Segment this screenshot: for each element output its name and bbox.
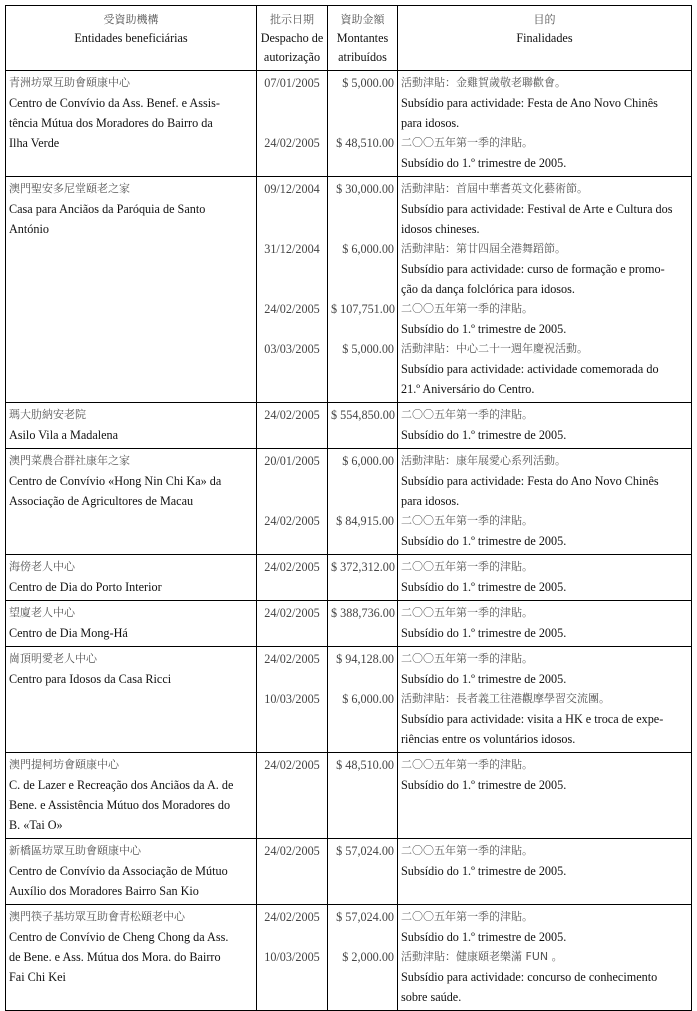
amount-value: $ 372,312.00: [331, 560, 395, 574]
purpose-entry: [401, 451, 691, 511]
header-label-pt: Entidades beneficiárias: [74, 31, 188, 45]
date-entry: [257, 907, 327, 947]
purpose-text: 二〇〇五年第一季的津貼。: [401, 136, 533, 149]
amount-entry: [331, 841, 394, 881]
entity-name-pt: Associação de Agricultores de Macau: [9, 494, 194, 508]
amount-entry: [331, 133, 394, 173]
entity-name-pt: Centro de Dia Mong-Há: [9, 626, 128, 640]
authorization-date: 24/02/2005: [264, 136, 320, 150]
purpose-cell: [398, 839, 691, 904]
header-label-zh: 資助金額: [340, 13, 385, 26]
entity-cell: [6, 905, 257, 1010]
header-entities: [6, 6, 257, 70]
table-row: [6, 601, 691, 647]
purpose-text: 活動津貼：健康頤老樂滿 FUN 。: [401, 950, 563, 963]
date-entry: [257, 179, 327, 239]
authorization-date: 24/02/2005: [264, 560, 320, 574]
purpose-text: 二〇〇五年第一季的津貼。: [401, 652, 533, 665]
entity-name-pt: Fai Chi Kei: [9, 970, 66, 984]
date-entry: [257, 841, 327, 881]
date-entry: [257, 511, 327, 551]
amount-value: $ 5,000.00: [342, 342, 394, 356]
entity-name-pt: Centro de Dia do Porto Interior: [9, 580, 162, 594]
entity-name-pt: Centro de Convívio de Cheng Chong da Ass.: [9, 930, 229, 944]
amount-cell: [328, 601, 398, 646]
entity-name-pt: Centro de Convívio da Ass. Benef. e Assis-: [9, 96, 220, 110]
authorization-date: 24/02/2005: [264, 408, 320, 422]
entity-name-zh: 澳門聖安多尼堂頤老之家: [9, 182, 130, 195]
authorization-date: 10/03/2005: [264, 950, 320, 964]
amount-value: $ 6,000.00: [342, 454, 394, 468]
purpose-text: 二〇〇五年第一季的津貼。: [401, 910, 533, 923]
date-entry: [257, 239, 327, 299]
purpose-entry: [401, 511, 691, 551]
amount-cell: [328, 555, 398, 600]
date-cell: [257, 449, 328, 554]
purpose-text: para idosos.: [401, 116, 460, 130]
date-entry: [257, 405, 327, 445]
purpose-entry: [401, 133, 691, 173]
table-row: [6, 753, 691, 839]
header-purpose: [398, 6, 691, 70]
authorization-date: 24/02/2005: [264, 844, 320, 858]
date-cell: [257, 753, 328, 838]
purpose-entry: [401, 947, 691, 1007]
authorization-date: 24/02/2005: [264, 910, 320, 924]
purpose-text: Subsídio do 1.º trimestre de 2005.: [401, 580, 567, 594]
amount-entry: [331, 755, 394, 795]
table-row: [6, 449, 691, 555]
purpose-text: 二〇〇五年第一季的津貼。: [401, 408, 533, 421]
authorization-date: 03/03/2005: [264, 342, 320, 356]
purpose-text: 二〇〇五年第一季的津貼。: [401, 514, 533, 527]
header-label-pt: Finalidades: [516, 31, 573, 45]
authorization-date: 24/02/2005: [264, 652, 320, 666]
date-cell: [257, 839, 328, 904]
purpose-text: Subsídio para actividade: Festa de Ano Novo Chinês: [401, 96, 658, 110]
date-entry: [257, 133, 327, 173]
header-date: [257, 6, 328, 70]
amount-cell: [328, 403, 398, 448]
purpose-cell: [398, 647, 691, 752]
amount-value: $ 554,850.00: [331, 408, 395, 422]
purpose-text: Subsídio do 1.º trimestre de 2005.: [401, 534, 567, 548]
amount-value: $ 6,000.00: [342, 242, 394, 256]
authorization-date: 20/01/2005: [264, 454, 320, 468]
amount-cell: [328, 449, 398, 554]
purpose-cell: [398, 403, 691, 448]
amount-value: $ 2,000.00: [342, 950, 394, 964]
header-label-pt: autorização: [263, 50, 321, 64]
amount-value: $ 57,024.00: [336, 910, 394, 924]
entity-cell: [6, 555, 257, 600]
table-row: [6, 905, 691, 1011]
date-cell: [257, 905, 328, 1010]
purpose-text: 二〇〇五年第一季的津貼。: [401, 758, 533, 771]
entity-cell: [6, 177, 257, 402]
entity-name-zh: 澳門菜農合群社康年之家: [9, 454, 130, 467]
table-row: [6, 71, 691, 177]
amount-cell: [328, 905, 398, 1010]
entity-name-pt: Auxílio dos Moradores Bairro San Kio: [9, 884, 199, 898]
amount-value: $ 6,000.00: [342, 692, 394, 706]
date-cell: [257, 403, 328, 448]
purpose-text: 21.º Aniversário do Centro.: [401, 382, 535, 396]
purpose-text: Subsídio do 1.º trimestre de 2005.: [401, 930, 567, 944]
amount-entry: [331, 239, 394, 299]
amount-cell: [328, 647, 398, 752]
purpose-text: 活動津貼：中心二十一週年慶祝活動。: [401, 342, 588, 355]
entity-cell: [6, 647, 257, 752]
purpose-text: Subsídio para actividade: Festival de Arte e Cultura dos: [401, 202, 673, 216]
date-cell: [257, 71, 328, 176]
purpose-cell: [398, 449, 691, 554]
amount-entry: [331, 451, 394, 511]
purpose-text: Subsídio do 1.º trimestre de 2005.: [401, 864, 567, 878]
header-label-pt: atribuídos: [338, 50, 387, 64]
entity-name-pt: de Bene. e Ass. Mútua dos Mora. do Bairro: [9, 950, 221, 964]
purpose-text: Subsídio do 1.º trimestre de 2005.: [401, 156, 567, 170]
purpose-cell: [398, 71, 691, 176]
purpose-entry: [401, 841, 691, 881]
purpose-text: 二〇〇五年第一季的津貼。: [401, 560, 533, 573]
date-entry: [257, 649, 327, 689]
entity-name-zh: 望廈老人中心: [9, 606, 75, 619]
table-row: [6, 403, 691, 449]
entity-name-zh: 崗頂明愛老人中心: [9, 652, 97, 665]
entity-cell: [6, 449, 257, 554]
purpose-text: Subsídio para actividade: Festa do Ano Novo Chinês: [401, 474, 659, 488]
purpose-text: idosos chineses.: [401, 222, 480, 236]
purpose-text: 二〇〇五年第一季的津貼。: [401, 606, 533, 619]
purpose-text: Subsídio do 1.º trimestre de 2005.: [401, 672, 567, 686]
date-entry: [257, 755, 327, 795]
date-entry: [257, 73, 327, 133]
purpose-text: 活動津貼：長者義工往港觀摩學習交流團。: [401, 692, 610, 705]
date-cell: [257, 177, 328, 402]
purpose-cell: [398, 753, 691, 838]
entity-name-pt: tência Mútua dos Moradores do Bairro da: [9, 116, 213, 130]
purpose-text: 活動津貼：首屆中華耆英文化藝術節。: [401, 182, 588, 195]
table-header: [6, 6, 691, 71]
entity-name-pt: Bene. e Assistência Mútuo dos Moradores do: [9, 798, 231, 812]
entity-cell: [6, 601, 257, 646]
header-label-zh: 受資助機構: [103, 13, 159, 26]
amount-value: $ 107,751.00: [331, 302, 395, 316]
date-entry: [257, 689, 327, 749]
purpose-entry: [401, 405, 691, 445]
amount-value: $ 5,000.00: [342, 76, 394, 90]
entity-name-pt: Casa para Anciãos da Paróquia de Santo: [9, 202, 206, 216]
entity-name-pt: Centro de Convívio da Associação de Mútuo: [9, 864, 228, 878]
entity-name-zh: 新橋區坊眾互助會頤康中心: [9, 844, 141, 857]
purpose-cell: [398, 177, 691, 402]
authorization-date: 24/02/2005: [264, 606, 320, 620]
entity-cell: [6, 71, 257, 176]
table-row: [6, 839, 691, 905]
entity-cell: [6, 403, 257, 448]
amount-entry: [331, 557, 394, 597]
entity-name-pt: B. «Tai O»: [9, 818, 63, 832]
entity-name-zh: 澳門提柯坊會頤康中心: [9, 758, 119, 771]
amount-cell: [328, 839, 398, 904]
date-entry: [257, 299, 327, 339]
purpose-text: sobre saúde.: [401, 990, 462, 1004]
amount-cell: [328, 177, 398, 402]
purpose-entry: [401, 179, 691, 239]
amount-cell: [328, 71, 398, 176]
amount-entry: [331, 947, 394, 1007]
amount-value: $ 48,510.00: [336, 136, 394, 150]
purpose-entry: [401, 239, 691, 299]
amount-entry: [331, 603, 394, 643]
purpose-cell: [398, 905, 691, 1010]
header-label-pt: Despacho de: [260, 31, 324, 45]
amount-cell: [328, 753, 398, 838]
date-entry: [257, 947, 327, 1007]
amount-entry: [331, 179, 394, 239]
purpose-entry: [401, 557, 691, 597]
purpose-text: 活動津貼：金雞賀歲敬老聯歡會。: [401, 76, 566, 89]
amount-value: $ 48,510.00: [336, 758, 394, 772]
entity-name-pt: Ilha Verde: [9, 136, 60, 150]
entity-name-zh: 瑪大肋納安老院: [9, 408, 86, 421]
amount-entry: [331, 511, 394, 551]
purpose-text: Subsídio para actividade: visita a HK e troca de expe-: [401, 712, 664, 726]
date-entry: [257, 557, 327, 597]
purpose-entry: [401, 755, 691, 795]
entity-name-pt: António: [9, 222, 49, 236]
purpose-entry: [401, 73, 691, 133]
authorization-date: 24/02/2005: [264, 758, 320, 772]
date-entry: [257, 339, 327, 399]
purpose-entry: [401, 907, 691, 947]
authorization-date: 24/02/2005: [264, 302, 320, 316]
purpose-text: Subsídio do 1.º trimestre de 2005.: [401, 626, 567, 640]
table-row: [6, 555, 691, 601]
entity-name-pt: Centro de Convívio «Hong Nin Chi Ka» da: [9, 474, 222, 488]
purpose-text: 二〇〇五年第一季的津貼。: [401, 302, 533, 315]
date-entry: [257, 451, 327, 511]
purpose-text: riências entre os voluntários idosos.: [401, 732, 576, 746]
amount-value: $ 30,000.00: [336, 182, 394, 196]
purpose-text: 活動津貼：康年展愛心系列活動。: [401, 454, 566, 467]
subsidy-table: [5, 5, 692, 1011]
amount-entry: [331, 73, 394, 133]
authorization-date: 10/03/2005: [264, 692, 320, 706]
table-row: [6, 647, 691, 753]
purpose-entry: [401, 339, 691, 399]
header-amount: [328, 6, 398, 70]
purpose-entry: [401, 649, 691, 689]
entity-cell: [6, 839, 257, 904]
purpose-text: 二〇〇五年第一季的津貼。: [401, 844, 533, 857]
purpose-entry: [401, 689, 691, 749]
purpose-text: para idosos.: [401, 494, 460, 508]
amount-value: $ 84,915.00: [336, 514, 394, 528]
purpose-text: Subsídio do 1.º trimestre de 2005.: [401, 778, 567, 792]
entity-name-pt: Centro para Idosos da Casa Ricci: [9, 672, 172, 686]
amount-entry: [331, 907, 394, 947]
entity-name-pt: C. de Lazer e Recreação dos Anciãos da A. de: [9, 778, 234, 792]
purpose-text: Subsídio do 1.º trimestre de 2005.: [401, 322, 567, 336]
entity-name-pt: Asilo Vila a Madalena: [9, 428, 119, 442]
purpose-text: Subsídio para actividade: curso de formação e promo-: [401, 262, 665, 276]
purpose-text: Subsídio para actividade: actividade comemorada do: [401, 362, 659, 376]
amount-value: $ 388,736.00: [331, 606, 395, 620]
authorization-date: 09/12/2004: [264, 182, 320, 196]
date-cell: [257, 555, 328, 600]
purpose-entry: [401, 603, 691, 643]
purpose-text: Subsídio para actividade: concurso de conhecimento: [401, 970, 658, 984]
authorization-date: 07/01/2005: [264, 76, 320, 90]
purpose-cell: [398, 555, 691, 600]
amount-entry: [331, 405, 394, 445]
entity-cell: [6, 753, 257, 838]
purpose-text: ção da dança folclórica para idosos.: [401, 282, 575, 296]
purpose-text: Subsídio do 1.º trimestre de 2005.: [401, 428, 567, 442]
amount-entry: [331, 689, 394, 749]
amount-entry: [331, 299, 394, 339]
purpose-text: 活動津貼：第廿四屆全港舞蹈節。: [401, 242, 566, 255]
purpose-entry: [401, 299, 691, 339]
date-cell: [257, 647, 328, 752]
header-label-zh: 批示日期: [270, 13, 314, 26]
purpose-cell: [398, 601, 691, 646]
authorization-date: 31/12/2004: [264, 242, 320, 256]
amount-value: $ 57,024.00: [336, 844, 394, 858]
authorization-date: 24/02/2005: [264, 514, 320, 528]
entity-name-zh: 澳門筷子基坊眾互助會青松頤老中心: [9, 910, 185, 923]
entity-name-zh: 青洲坊眾互助會頤康中心: [9, 76, 130, 89]
amount-value: $ 94,128.00: [336, 652, 394, 666]
date-cell: [257, 601, 328, 646]
table-row: [6, 177, 691, 403]
header-label-pt: Montantes: [336, 31, 389, 45]
date-entry: [257, 603, 327, 643]
header-label-zh: 目的: [533, 13, 556, 26]
amount-entry: [331, 649, 394, 689]
amount-entry: [331, 339, 394, 399]
entity-name-zh: 海傍老人中心: [9, 560, 75, 573]
